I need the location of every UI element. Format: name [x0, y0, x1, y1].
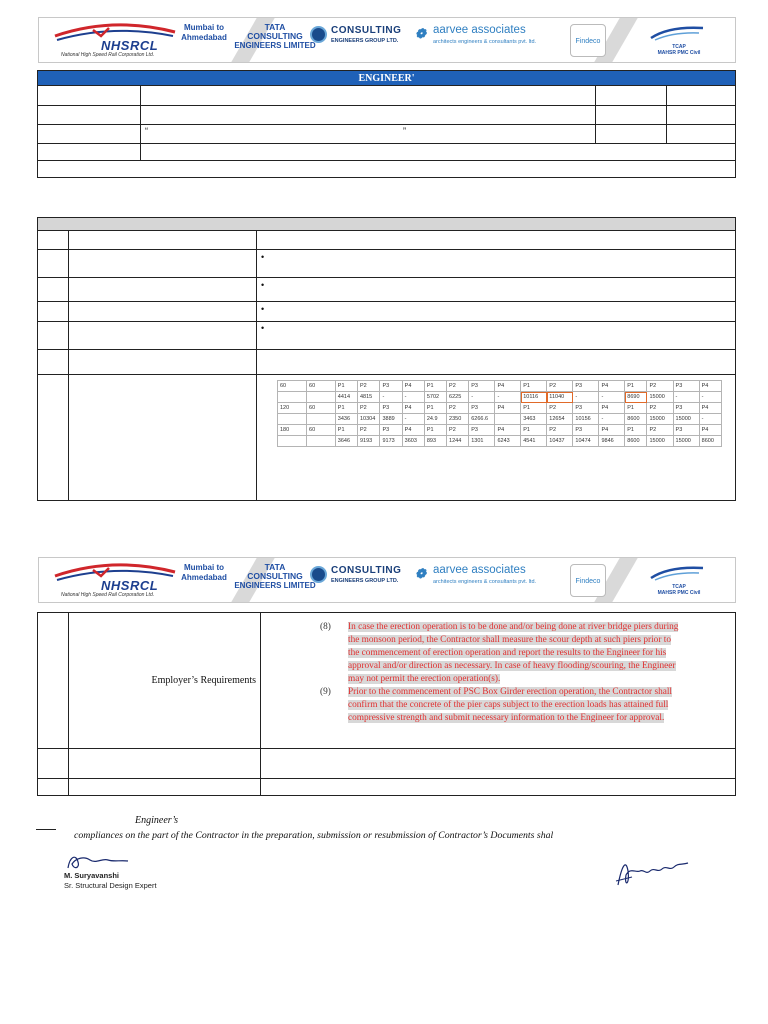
tata-logo: TATA CONSULTING ENGINEERS LIMITED: [234, 22, 316, 50]
table-cell: 8600: [625, 436, 647, 447]
table-cell: P2: [357, 403, 380, 414]
requirement-item-9: [320, 686, 720, 726]
grey-header-row: [38, 218, 736, 231]
table-cell: [257, 322, 736, 350]
aarvee-logo-icon: ❁: [415, 566, 426, 581]
table-cell: [38, 350, 69, 375]
table-cell: [257, 231, 736, 250]
table-cell: 8600: [699, 436, 721, 447]
table-cell: 2350: [447, 414, 469, 425]
header-banner-page2: [38, 557, 736, 603]
table-cell: 5702: [424, 392, 446, 403]
table-cell: 15000: [673, 414, 699, 425]
table-cell: [38, 322, 69, 350]
table-cell: P4: [599, 403, 625, 414]
header-banner: [38, 17, 736, 63]
table-cell: 6225: [447, 392, 469, 403]
table-cell: P1: [521, 403, 547, 414]
table-cell: P3: [573, 403, 599, 414]
table-cell: P3: [673, 381, 699, 392]
table-cell: [495, 414, 521, 425]
bullet-1: •: [261, 252, 265, 262]
tcap-logo-text: TCAP MAHSR PMC Civil: [657, 44, 701, 56]
table-cell: 3436: [335, 414, 357, 425]
table-cell: P3: [380, 381, 402, 392]
table-cell: 15000: [647, 436, 673, 447]
table-cell: 11040: [547, 392, 573, 403]
table-cell: 3889: [380, 414, 402, 425]
table-cell: P3: [573, 425, 599, 436]
table-cell: [38, 144, 141, 161]
table-cell: [596, 125, 667, 144]
table-cell: -: [495, 392, 521, 403]
table-cell: P4: [402, 425, 424, 436]
table-cell: P3: [380, 403, 402, 414]
engineer-title: ENGINEER': [38, 71, 736, 86]
table-cell: [38, 779, 69, 796]
table-cell: P1: [424, 425, 446, 436]
table-cell: -: [573, 392, 599, 403]
table-cell: [38, 302, 69, 322]
table-cell: P3: [380, 425, 402, 436]
table-cell: P1: [424, 403, 446, 414]
table-cell: [69, 302, 257, 322]
table-cell: 1301: [469, 436, 495, 447]
table-cell: P1: [424, 381, 446, 392]
table-cell: P2: [547, 381, 573, 392]
table-cell: [38, 106, 141, 125]
table-cell: [38, 161, 736, 178]
table-row: [278, 414, 722, 425]
footer-engineers: Engineer’s: [135, 815, 178, 826]
table-cell: -: [402, 392, 424, 403]
table-cell: P2: [647, 425, 673, 436]
nhsrcl-logo-text: NHSRCL: [101, 38, 159, 53]
requirement-text: In case the erection operation is to be done and/or being done at river bridge piers during the monsoon period, the Contractor shall measure the scour depth at such piers prior to the commencement of erection operation and report the results to the Engineer for his approval and/or direction as necessary. In case of heavy flooding/scouring, the Engineer may not permit the erection operation(s).: [348, 622, 679, 684]
table-cell: [261, 749, 736, 779]
table-cell: P3: [469, 403, 495, 414]
table-cell: [69, 749, 261, 779]
table-cell: [38, 749, 69, 779]
table-cell: 12654: [547, 414, 573, 425]
table-cell: 3463: [521, 414, 547, 425]
table-cell: P1: [335, 381, 357, 392]
requirement-item-8: [320, 621, 720, 686]
table-cell: [69, 322, 257, 350]
aarvee-logo: aarvee associates architects engineers & consultants pvt. ltd.: [433, 24, 537, 45]
table-cell: P1: [335, 403, 357, 414]
table-cell: [667, 106, 736, 125]
table-cell: [69, 375, 257, 501]
table-cell: P1: [625, 381, 647, 392]
table-cell: [307, 436, 336, 447]
nhsrcl-subtitle: National High Speed Rail Corporation Ltd.: [61, 52, 155, 58]
table-cell: 120: [278, 403, 307, 414]
bullet-2: •: [261, 280, 265, 290]
table-cell: 60: [278, 381, 307, 392]
table-cell: [38, 613, 69, 749]
table-cell: 4815: [357, 392, 380, 403]
table-cell: P1: [521, 425, 547, 436]
engineer-header-table: [37, 70, 736, 178]
table-cell: P2: [547, 403, 573, 414]
table-cell: [38, 278, 69, 302]
table-cell: [38, 125, 141, 144]
table-cell: 10156: [573, 414, 599, 425]
item-number: (8): [320, 622, 331, 632]
table-cell: 3603: [402, 436, 424, 447]
quoted-cell: [141, 125, 596, 144]
findeco-logo: Findeco: [570, 564, 606, 597]
table-cell: P4: [402, 381, 424, 392]
table-cell: [69, 779, 261, 796]
table-cell: 60: [307, 403, 336, 414]
table-cell: P4: [699, 403, 721, 414]
signatory-name: M. Suryavanshi: [64, 871, 120, 880]
findeco-logo: Findeco: [570, 24, 606, 57]
table-cell: 15000: [673, 436, 699, 447]
consulting-logo-icon: [310, 566, 327, 583]
table-cell: P3: [673, 403, 699, 414]
table-cell: [38, 375, 69, 501]
table-cell: 1244: [447, 436, 469, 447]
table-cell: [261, 779, 736, 796]
table-cell: [257, 278, 736, 302]
bullet-4: •: [261, 323, 265, 333]
table-cell: -: [699, 414, 721, 425]
table-cell: [141, 106, 596, 125]
table-cell: [257, 302, 736, 322]
table-cell: P2: [447, 425, 469, 436]
aarvee-logo-icon: ❁: [415, 26, 426, 41]
table-cell: 10116: [521, 392, 547, 403]
table-cell: P1: [625, 403, 647, 414]
table-cell: [69, 278, 257, 302]
table-cell: 180: [278, 425, 307, 436]
consulting-logo: CONSULTING ENGINEERS GROUP LTD.: [331, 565, 402, 584]
table-cell: P3: [573, 381, 599, 392]
table-cell: [69, 350, 257, 375]
table-cell: P4: [495, 425, 521, 436]
table-cell: -: [699, 392, 721, 403]
table-cell: -: [469, 392, 495, 403]
table-cell: 3646: [335, 436, 357, 447]
bullet-3: •: [261, 304, 265, 314]
table-cell: P4: [495, 403, 521, 414]
table-cell: 9173: [380, 436, 402, 447]
load-values-table: [277, 380, 722, 447]
table-cell: 24.9: [424, 414, 446, 425]
table-cell: P2: [357, 381, 380, 392]
close-quote: ”: [403, 126, 406, 136]
nhsrcl-logo-text: NHSRCL: [101, 578, 159, 593]
footer-note: compliances on the part of the Contractor in the preparation, submission or resubmission of Contractor’s Documents shal: [74, 830, 554, 841]
table-cell: 60: [307, 425, 336, 436]
table-cell: 8690: [625, 392, 647, 403]
table-row: [278, 392, 722, 403]
table-cell: [38, 250, 69, 278]
requirements-table: [37, 217, 736, 501]
table-cell: 10304: [357, 414, 380, 425]
table-cell: [307, 392, 336, 403]
table-cell: P4: [599, 381, 625, 392]
table-cell: P1: [625, 425, 647, 436]
table-cell: P4: [699, 381, 721, 392]
table-cell: P2: [357, 425, 380, 436]
tata-logo: TATA CONSULTING ENGINEERS LIMITED: [234, 562, 316, 590]
table-cell: 4414: [335, 392, 357, 403]
table-cell: [278, 436, 307, 447]
table-cell: P2: [547, 425, 573, 436]
table-cell: -: [673, 392, 699, 403]
table-cell: [69, 250, 257, 278]
nhsrcl-subtitle: National High Speed Rail Corporation Ltd.: [61, 592, 155, 598]
table-cell: [596, 86, 667, 106]
footer-rule: [36, 829, 56, 830]
table-cell: [69, 231, 257, 250]
table-cell: [141, 86, 596, 106]
table-cell: [307, 414, 336, 425]
aarvee-logo: aarvee associates architects engineers & consultants pvt. ltd.: [433, 564, 537, 585]
table-cell: P3: [469, 381, 495, 392]
table-cell: 6266.6: [469, 414, 495, 425]
table-cell: P1: [335, 425, 357, 436]
signature-right: [612, 855, 692, 891]
table-cell: -: [380, 392, 402, 403]
tcap-logo-icon: [649, 24, 705, 42]
signatory-role: Sr. Structural Design Expert: [64, 881, 157, 890]
tcap-logo-text: TCAP MAHSR PMC Civil: [657, 584, 701, 596]
table-cell: 8600: [625, 414, 647, 425]
table-cell: 10474: [573, 436, 599, 447]
tcap-logo-icon: [649, 564, 705, 582]
table-cell: [596, 106, 667, 125]
table-cell: 15000: [647, 392, 673, 403]
table-cell: P4: [599, 425, 625, 436]
table-cell: [278, 392, 307, 403]
mumbai-ahmedabad-label: Mumbai to Ahmedabad: [181, 23, 227, 42]
table-cell: 893: [424, 436, 446, 447]
table-cell: P2: [647, 381, 673, 392]
table-cell: 15000: [647, 414, 673, 425]
table-cell: P2: [647, 403, 673, 414]
table-cell: 6243: [495, 436, 521, 447]
table-cell: [667, 125, 736, 144]
table-cell: P2: [447, 381, 469, 392]
table-cell: [257, 350, 736, 375]
table-cell: [141, 144, 736, 161]
table-cell: 9193: [357, 436, 380, 447]
table-row: [278, 381, 722, 392]
table-cell: P3: [673, 425, 699, 436]
table-cell: [38, 86, 141, 106]
table-cell: P2: [447, 403, 469, 414]
table-row: [278, 436, 722, 447]
mumbai-ahmedabad-label: Mumbai to Ahmedabad: [181, 563, 227, 582]
item-number: (9): [320, 687, 331, 697]
table-cell: 60: [307, 381, 336, 392]
table-cell: [667, 86, 736, 106]
table-cell: P4: [699, 425, 721, 436]
table-cell: [257, 250, 736, 278]
table-cell: -: [402, 414, 424, 425]
table-row: [278, 403, 722, 414]
table-cell: 9846: [599, 436, 625, 447]
employer-requirements-label: Employer’s Requirements: [69, 613, 261, 749]
table-cell: 4541: [521, 436, 547, 447]
table-cell: -: [599, 414, 625, 425]
consulting-logo: CONSULTING ENGINEERS GROUP LTD.: [331, 25, 402, 44]
table-row: [278, 425, 722, 436]
table-cell: 10437: [547, 436, 573, 447]
table-cell: P4: [402, 403, 424, 414]
requirement-text: Prior to the commencement of PSC Box Girder erection operation, the Contractor shall confirm that the concrete of the pier caps subject to the erection loads has attained full compressive strength and submit necessary information to the Engineer for approval.: [348, 687, 673, 723]
table-cell: -: [599, 392, 625, 403]
open-quote: “: [145, 126, 148, 136]
table-cell: [38, 231, 69, 250]
table-cell: P3: [469, 425, 495, 436]
table-cell: P1: [521, 381, 547, 392]
table-cell: P4: [495, 381, 521, 392]
consulting-logo-icon: [310, 26, 327, 43]
table-cell: [278, 414, 307, 425]
